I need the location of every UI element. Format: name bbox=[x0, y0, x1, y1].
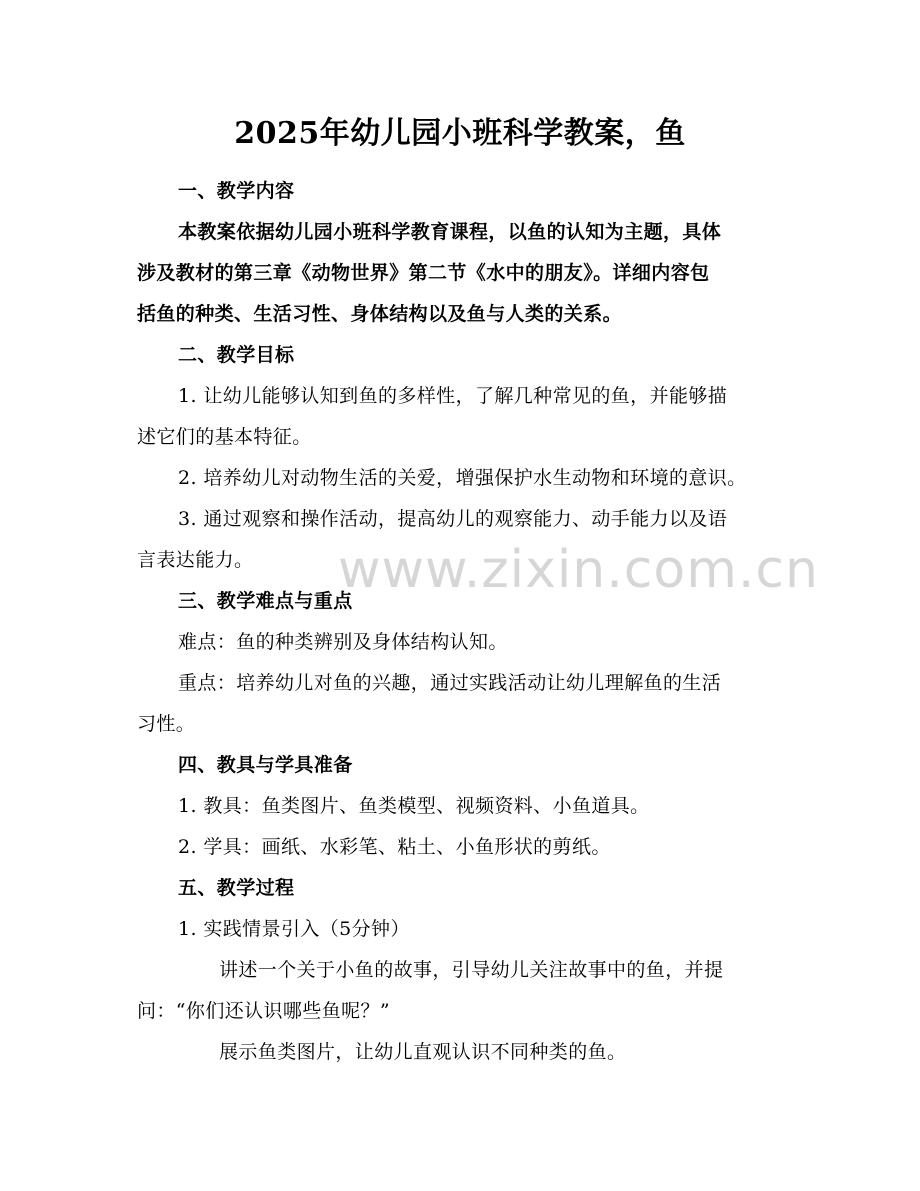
paragraph-line: 述它们的基本特征。 bbox=[137, 426, 312, 448]
paragraph-line: 括鱼的种类、生活习性、身体结构以及鱼与人类的关系。 bbox=[137, 303, 623, 325]
paragraph-line: 1. 教具：鱼类图片、鱼类模型、视频资料、小鱼道具。 bbox=[178, 795, 650, 817]
section-heading-5: 五、教学过程 bbox=[178, 877, 295, 899]
paragraph-line: 言表达能力。 bbox=[137, 549, 254, 571]
section-heading-1: 一、教学内容 bbox=[178, 180, 295, 202]
paragraph-line: 1. 让幼儿能够认知到鱼的多样性，了解几种常见的鱼，并能够描 bbox=[178, 385, 728, 407]
section-heading-4: 四、教具与学具准备 bbox=[178, 754, 353, 776]
section-heading-2: 二、教学目标 bbox=[178, 344, 295, 366]
paragraph-line: 本教案依据幼儿园小班科学教育课程，以鱼的认知为主题，具体 bbox=[178, 221, 722, 243]
paragraph-line: 2. 学具：画纸、水彩笔、粘土、小鱼形状的剪纸。 bbox=[178, 836, 611, 858]
paragraph-line: 展示鱼类图片，让幼儿直观认识不同种类的鱼。 bbox=[219, 1041, 627, 1063]
paragraph-line: 2. 培养幼儿对动物生活的关爱，增强保护水生动物和环境的意识。 bbox=[178, 467, 747, 489]
section-heading-3: 三、教学难点与重点 bbox=[178, 590, 353, 612]
paragraph-line: 难点：鱼的种类辨别及身体结构认知。 bbox=[178, 631, 508, 653]
watermark: www.zixin.com.cn bbox=[338, 540, 819, 600]
paragraph-line: 重点：培养幼儿对鱼的兴趣，通过实践活动让幼儿理解鱼的生活 bbox=[178, 672, 722, 694]
paragraph-line: 习性。 bbox=[137, 713, 196, 735]
paragraph-line: 涉及教材的第三章《动物世界》第二节《水中的朋友》。详细内容包 bbox=[137, 262, 710, 284]
document-title: 2025年幼儿园小班科学教案，鱼 bbox=[234, 116, 686, 151]
paragraph-line: 1. 实践情景引入（5分钟） bbox=[178, 918, 410, 940]
paragraph-line: 问：“你们还认识哪些鱼呢？” bbox=[137, 1000, 391, 1022]
paragraph-line: 3. 通过观察和操作活动，提高幼儿的观察能力、动手能力以及语 bbox=[178, 508, 728, 530]
paragraph-line: 讲述一个关于小鱼的故事，引导幼儿关注故事中的鱼，并提 bbox=[219, 959, 724, 981]
